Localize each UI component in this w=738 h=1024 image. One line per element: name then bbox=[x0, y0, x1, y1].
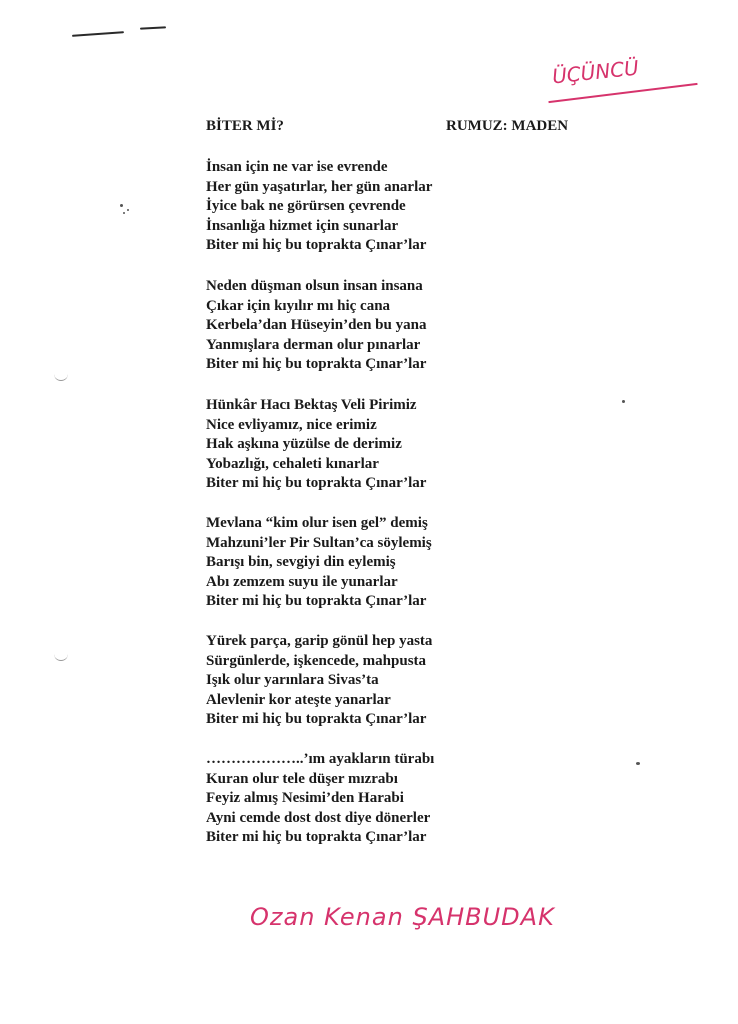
poem-line: Biter mi hiç bu toprakta Çınar’lar bbox=[206, 711, 427, 728]
poem-line: Yürek parça, garip gönül hep yasta bbox=[206, 633, 433, 649]
poem-line: Ayni cemde dost dost diye dönerler bbox=[206, 809, 431, 826]
stanza-4 bbox=[206, 514, 432, 612]
stanza-2 bbox=[206, 277, 426, 375]
poem-line: Biter mi hiç bu toprakta Çınar’lar bbox=[206, 237, 427, 254]
poem-line: Biter mi hiç bu toprakta Çınar’lar bbox=[206, 593, 427, 610]
author-signature: Ozan Kenan ŞAHBUDAK bbox=[250, 903, 555, 931]
speck bbox=[127, 209, 129, 211]
poem-line: Biter mi hiç bu toprakta Çınar’lar bbox=[206, 475, 427, 492]
grade-annotation: ÜÇÜNCÜ bbox=[550, 55, 640, 89]
poem-line: Alevlenir kor ateşte yanarlar bbox=[206, 691, 391, 708]
speck bbox=[636, 762, 640, 765]
poem-line: Barışı bin, sevgiyi din eylemiş bbox=[206, 554, 396, 571]
poem-line: Mevlana “kim olur isen gel” demiş bbox=[206, 515, 428, 531]
punch-hole-mark bbox=[54, 372, 68, 381]
poem-line: Çıkar için kıyılır mı hiç cana bbox=[206, 297, 391, 314]
poem-line: Feyiz almış Nesimi’den Harabi bbox=[206, 790, 404, 807]
poem-line: Hünkâr Hacı Bektaş Veli Pirimiz bbox=[206, 397, 417, 413]
poem-line: Biter mi hiç bu toprakta Çınar’lar bbox=[206, 829, 427, 846]
stanza-5 bbox=[206, 632, 432, 730]
speck bbox=[622, 400, 625, 403]
poem-line: İnsan için ne var ise evrende bbox=[206, 159, 388, 175]
poem-line: Abı zemzem suyu ile yunarlar bbox=[206, 573, 398, 590]
stanza-1 bbox=[206, 158, 432, 256]
stanza-3 bbox=[206, 396, 426, 494]
punch-hole-mark bbox=[54, 652, 68, 661]
poem-line: Hak aşkına yüzülse de derimiz bbox=[206, 436, 402, 453]
speck bbox=[123, 212, 125, 214]
poem-line: Neden düşman olsun insan insana bbox=[206, 278, 423, 294]
scan-mark-left bbox=[72, 31, 124, 37]
poem-line: Her gün yaşatırlar, her gün anarlar bbox=[206, 178, 433, 195]
scan-mark-right bbox=[140, 26, 166, 29]
poem-line: Kerbela’dan Hüseyin’den bu yana bbox=[206, 317, 427, 334]
stanza-6 bbox=[206, 750, 434, 848]
pseudonym-label: RUMUZ: MADEN bbox=[446, 118, 569, 134]
poem-line: Kuran olur tele düşer mızrabı bbox=[206, 770, 398, 787]
poem-line: Mahzuni’ler Pir Sultan’ca söylemiş bbox=[206, 534, 432, 551]
poem-line: Işık olur yarınlara Sivas’ta bbox=[206, 672, 379, 689]
poem-line: ………………..’ım ayakların türabı bbox=[206, 751, 435, 767]
poem-title: BİTER Mİ? bbox=[206, 118, 284, 134]
poem-line: İnsanlığa hizmet için sunarlar bbox=[206, 217, 399, 234]
poem-line: Yanmışlara derman olur pınarlar bbox=[206, 336, 421, 353]
poem-line: Nice evliyamız, nice erimiz bbox=[206, 416, 377, 433]
poem-line: İyice bak ne görürsen çevrende bbox=[206, 198, 406, 215]
poem-line: Yobazlığı, cehaleti kınarlar bbox=[206, 455, 379, 472]
speck bbox=[120, 204, 123, 207]
poem-line: Biter mi hiç bu toprakta Çınar’lar bbox=[206, 356, 427, 373]
poem-line: Sürgünlerde, işkencede, mahpusta bbox=[206, 652, 427, 669]
